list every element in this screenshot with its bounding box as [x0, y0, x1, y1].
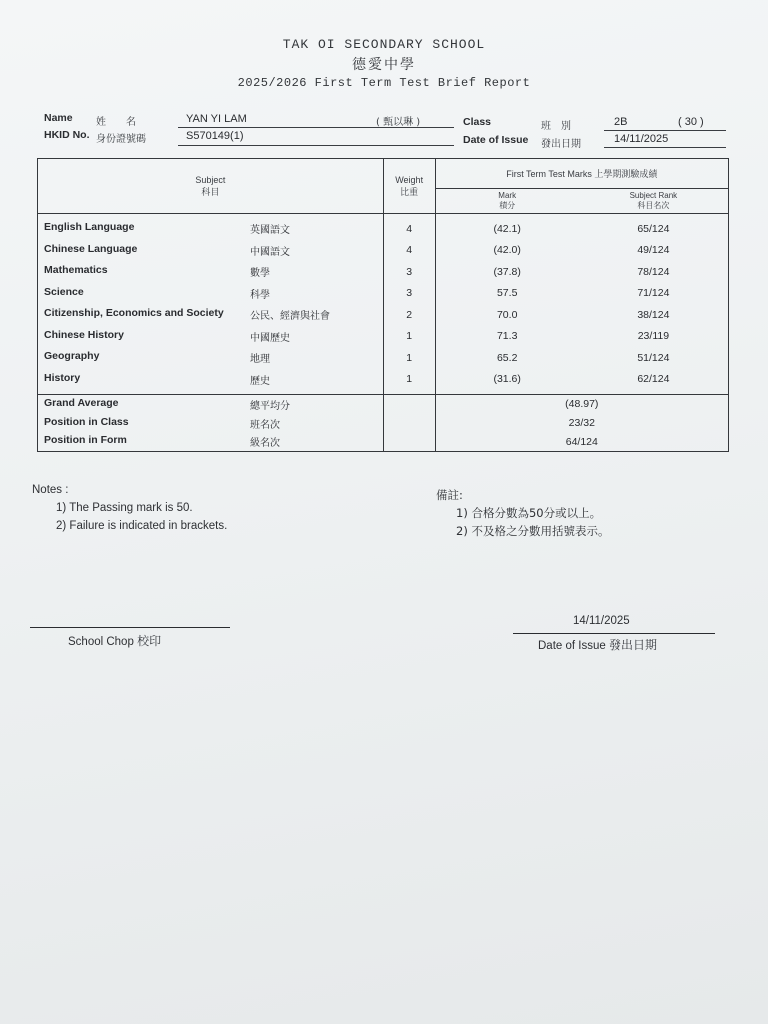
summary-weight-cell	[383, 433, 435, 452]
subject-row	[38, 347, 729, 369]
subject-cell	[38, 214, 384, 240]
subject-weight: 2	[383, 304, 435, 326]
summary-label: Position in Class	[44, 415, 129, 428]
school-chop-line	[30, 627, 230, 628]
subject-name: English Language	[44, 221, 135, 234]
issue-date: 14/11/2025	[614, 133, 669, 145]
subject-name-chinese: 中國語文	[250, 246, 290, 258]
subject-rank: 51/124	[637, 351, 670, 364]
subject-name-chinese: 數學	[250, 268, 270, 280]
issue-date-line	[513, 633, 715, 634]
summary-label-chinese: 班名次	[250, 419, 280, 431]
name-label-chinese: 姓 名	[96, 117, 136, 128]
note-failure: 2) Failure is indicated in brackets.	[56, 520, 228, 532]
subject-name: Mathematics	[44, 264, 108, 277]
subject-weight: 4	[383, 240, 435, 262]
footer-date: 14/11/2025	[573, 615, 630, 627]
subject-rank: 49/124	[637, 244, 670, 257]
marks-header: First Term Test Marks 上學期測驗成績	[435, 159, 728, 189]
subject-name: Citizenship, Economics and Society	[44, 307, 224, 320]
report-title: 2025/2026 First Term Test Brief Report	[237, 76, 531, 90]
subject-weight: 3	[383, 283, 435, 305]
subject-weight: 3	[383, 261, 435, 283]
subject-rank: 78/124	[637, 265, 670, 278]
student-hkid: S570149(1)	[186, 130, 244, 142]
subject-cell	[38, 240, 384, 262]
subject-cell	[38, 347, 384, 369]
summary-weight-cell	[383, 395, 435, 414]
subject-cell	[38, 283, 384, 305]
hkid-label-chinese: 身份證號碼	[96, 134, 146, 145]
subject-name: Chinese History	[44, 328, 124, 341]
subject-row	[38, 240, 729, 262]
subject-cell	[38, 369, 384, 395]
subject-rank: 62/124	[637, 373, 670, 386]
subject-mark: (42.0)	[493, 244, 521, 257]
subject-rank: 65/124	[637, 222, 670, 235]
subject-row	[38, 261, 729, 283]
subject-rank: 71/124	[637, 287, 670, 300]
rank-header: Subject Rank 科目名次	[579, 189, 729, 214]
subject-name-chinese: 歷史	[250, 375, 270, 387]
note-passing-mark: 1) The Passing mark is 50.	[56, 502, 193, 514]
note-passing-mark-chinese: 1) 合格分數為50分或以上。	[456, 506, 602, 520]
hkid-label: HKID No.	[44, 129, 90, 141]
subject-row	[38, 214, 729, 240]
class-label: Class	[463, 116, 492, 128]
subject-weight: 1	[383, 347, 435, 369]
subject-name-chinese: 中國歷史	[250, 332, 290, 344]
subject-mark: (37.8)	[493, 265, 521, 278]
notes-title: Notes :	[32, 484, 69, 496]
summary-label: Position in Form	[44, 434, 127, 447]
student-class: 2B	[614, 116, 628, 128]
subject-header: Subject 科目	[38, 159, 384, 214]
subject-name: Geography	[44, 350, 100, 363]
summary-label-cell	[38, 395, 384, 414]
subject-weight: 4	[383, 214, 435, 240]
subject-rank: 38/124	[637, 308, 670, 321]
subject-cell	[38, 261, 384, 283]
subject-name-chinese: 科學	[250, 289, 270, 301]
subject-cell	[38, 304, 384, 326]
subject-weight: 1	[383, 369, 435, 395]
subject-weight: 1	[383, 326, 435, 348]
issue-date-label: Date of Issue	[463, 134, 529, 146]
summary-row	[38, 414, 729, 433]
subject-row	[38, 326, 729, 348]
footer-issue-label: Date of Issue 發出日期	[538, 638, 657, 652]
subject-mark: (31.6)	[493, 373, 521, 386]
subject-row	[38, 283, 729, 305]
summary-value: 23/32	[568, 417, 595, 429]
issue-date-label-chinese: 發出日期	[541, 139, 581, 150]
mark-header: Mark 積分	[435, 189, 579, 214]
summary-row	[38, 395, 729, 414]
summary-value: (48.97)	[435, 395, 728, 414]
subject-name: Chinese Language	[44, 242, 138, 255]
summary-label-chinese: 級名次	[250, 438, 280, 450]
student-name-chinese: ( 甄以琳 )	[376, 117, 421, 128]
subject-mark: 70.0	[496, 308, 518, 321]
subject-mark: (42.1)	[493, 222, 521, 235]
subject-cell	[38, 326, 384, 348]
student-class-number: ( 30 )	[678, 116, 704, 128]
subject-name-chinese: 英國語文	[250, 225, 290, 237]
subject-name: Science	[44, 285, 84, 298]
subject-name-chinese: 地理	[250, 354, 270, 366]
note-failure-chinese: 2) 不及格之分數用括號表示。	[456, 524, 610, 538]
summary-label-cell	[38, 433, 384, 452]
notes-title-chinese: 備註:	[436, 488, 463, 502]
school-name-chinese: 德愛中學	[352, 57, 416, 73]
subject-row	[38, 304, 729, 326]
weight-header: Weight 比重	[383, 159, 435, 214]
subject-mark: 65.2	[496, 351, 518, 364]
summary-row	[38, 433, 729, 452]
school-chop-label: School Chop 校印	[68, 634, 162, 648]
subject-name-chinese: 公民、經濟與社會	[250, 311, 330, 323]
marks-table	[37, 158, 729, 452]
summary-label: Grand Average	[44, 396, 119, 409]
subject-row	[38, 369, 729, 395]
summary-label-cell	[38, 414, 384, 433]
summary-value: 64/124	[565, 435, 598, 448]
class-label-chinese: 班 別	[541, 121, 571, 132]
subject-mark: 57.5	[496, 287, 518, 300]
summary-weight-cell	[383, 414, 435, 433]
student-name: YAN YI LAM	[186, 113, 247, 125]
school-name: TAK OI SECONDARY SCHOOL	[282, 37, 486, 52]
summary-label-chinese: 總平均分	[250, 400, 290, 412]
subject-rank: 23/119	[637, 330, 670, 343]
subject-mark: 71.3	[496, 330, 518, 343]
name-label: Name	[44, 112, 73, 124]
subject-name: History	[44, 371, 81, 384]
